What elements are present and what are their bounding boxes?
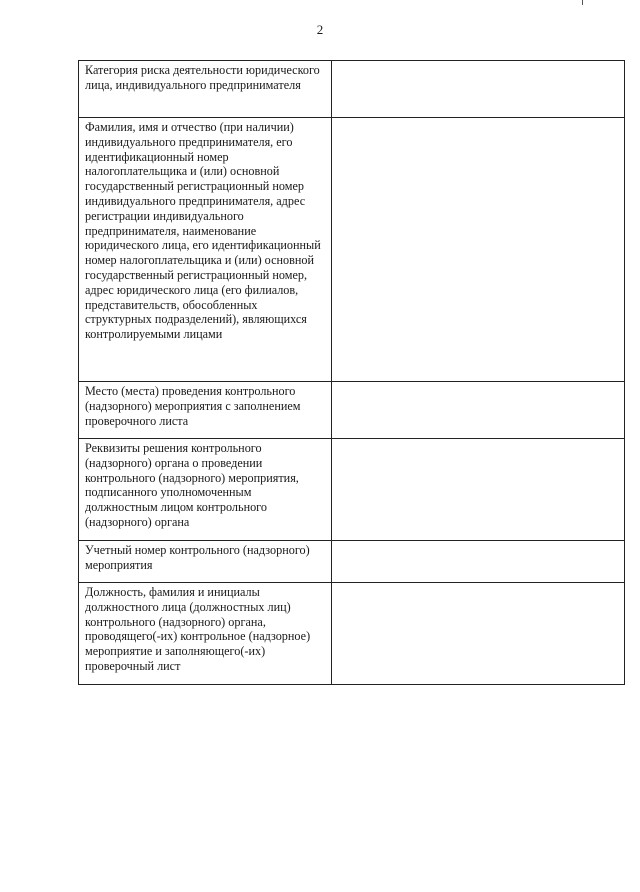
risk-category-value[interactable]	[332, 61, 625, 118]
table-row-decision-details	[79, 439, 625, 541]
controlled-person-label: Фамилия, имя и отчество (при наличии) индивидуального предпринимателя, его идентификационный номер налогоплательщика и (или) основной государственный регистрационный номер индивидуального предпринимателя, адрес регистрации индивидуального предпринимателя, наименование юридического лица, его идентификационный номер налогоплательщика и (или) основной государственный регистрационный номер, адрес юридического лица (его филиалов, представительств, обособленных структурных подразделений), являющихся контролируемыми лицами	[79, 118, 332, 382]
registration-number-label: Учетный номер контрольного (надзорного) мероприятия	[79, 541, 332, 583]
decision-details-label: Реквизиты решения контрольного (надзорного) органа о проведении контрольного (надзорного) мероприятия, подписанного уполномоченным должностным лицом контрольного (надзорного) органа	[79, 439, 332, 541]
registration-number-value[interactable]	[332, 541, 625, 583]
page-number: 2	[316, 22, 324, 37]
scan-edge-mark	[582, 0, 583, 5]
table-row-risk-category	[79, 61, 625, 118]
table-row-inspector	[79, 583, 625, 685]
inspection-place-value[interactable]	[332, 382, 625, 439]
risk-category-label: Категория риска деятельности юридического лица, индивидуального предпринимателя	[79, 61, 332, 118]
table-row-controlled-person	[79, 118, 625, 382]
controlled-person-value[interactable]	[332, 118, 625, 382]
table-row-inspection-place	[79, 382, 625, 439]
inspector-value[interactable]	[332, 583, 625, 685]
table-row-registration-number	[79, 541, 625, 583]
checklist-info-table	[78, 60, 625, 685]
inspection-place-label: Место (места) проведения контрольного (надзорного) мероприятия с заполнением проверочного листа	[79, 382, 332, 439]
inspector-label: Должность, фамилия и инициалы должностного лица (должностных лиц) контрольного (надзорного) органа, проводящего(-их) контрольное (надзорное) мероприятие и заполняющего(-их) проверочный лист	[79, 583, 332, 685]
decision-details-value[interactable]	[332, 439, 625, 541]
